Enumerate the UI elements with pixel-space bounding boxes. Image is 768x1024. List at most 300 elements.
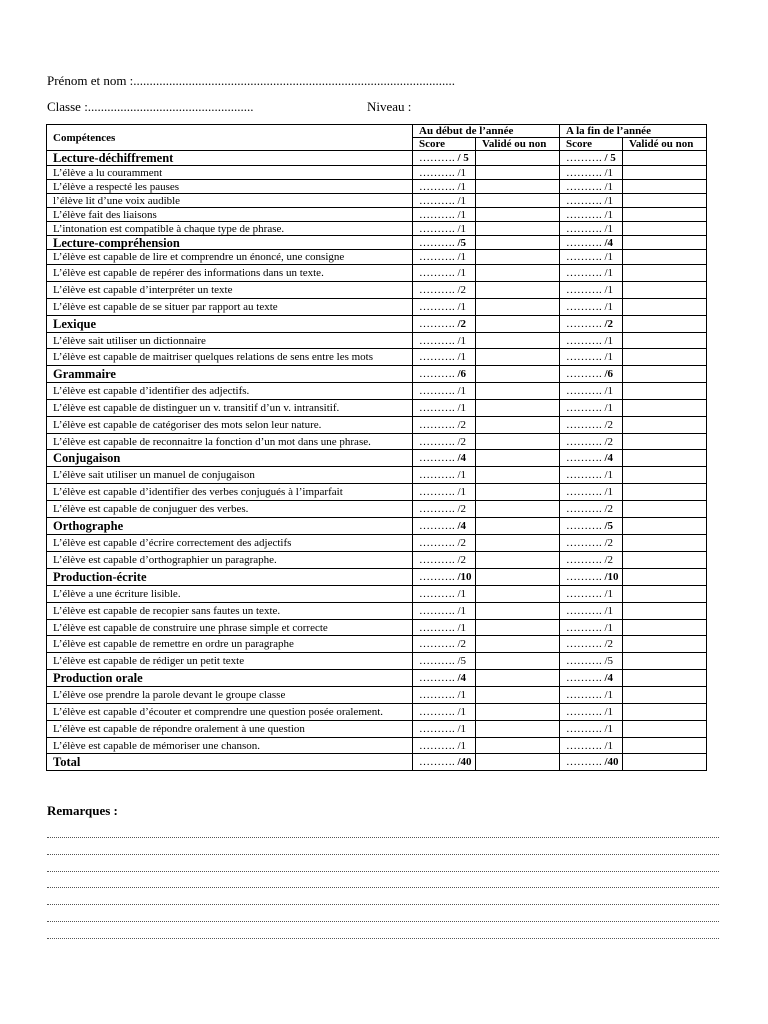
competence-label: l’élève lit d’une voix audible bbox=[47, 194, 413, 208]
score-dots: ………. bbox=[419, 503, 455, 515]
valide-debut-cell[interactable] bbox=[476, 484, 560, 501]
score-fin[interactable] bbox=[560, 208, 623, 222]
valide-fin-cell[interactable] bbox=[623, 299, 707, 316]
score-debut[interactable] bbox=[413, 282, 476, 299]
score-fin[interactable] bbox=[560, 299, 623, 316]
valide-fin-cell[interactable] bbox=[623, 754, 707, 771]
valide-debut-cell[interactable] bbox=[476, 349, 560, 366]
score-debut[interactable] bbox=[413, 721, 476, 738]
valide-debut-cell[interactable] bbox=[476, 535, 560, 552]
competence-label: L’élève est capable d’écouter et comprendre une question posée oralement. bbox=[47, 704, 413, 721]
score-max-fin: /1 bbox=[604, 284, 614, 296]
score-debut[interactable] bbox=[413, 208, 476, 222]
table-row bbox=[47, 434, 707, 450]
score-dots: ………. bbox=[419, 537, 455, 549]
score-dots: ………. bbox=[566, 251, 602, 263]
table-row bbox=[47, 552, 707, 569]
score-max-debut: /10 bbox=[457, 571, 472, 583]
score-debut[interactable] bbox=[413, 383, 476, 400]
subheader-valide-debut: Validé ou non bbox=[476, 138, 560, 151]
valide-debut-cell[interactable] bbox=[476, 333, 560, 349]
score-debut[interactable] bbox=[413, 316, 476, 333]
score-max-fin: /1 bbox=[604, 706, 614, 718]
table-row bbox=[47, 166, 707, 180]
score-max-debut: /1 bbox=[457, 385, 467, 397]
score-dots: ………. bbox=[566, 605, 602, 617]
section-row bbox=[47, 670, 707, 687]
score-max-fin: /2 bbox=[604, 435, 614, 448]
section-row bbox=[47, 450, 707, 467]
valide-debut-cell[interactable] bbox=[476, 434, 560, 450]
score-max-debut: /1 bbox=[457, 180, 467, 193]
valide-debut-cell[interactable] bbox=[476, 552, 560, 569]
competence-label: L’élève est capable de lire et comprendre un énoncé, une consigne bbox=[47, 250, 413, 265]
score-debut[interactable] bbox=[413, 366, 476, 383]
valide-fin-cell[interactable] bbox=[623, 166, 707, 180]
remark-line[interactable] bbox=[47, 921, 719, 922]
name-field-line: Prénom et nom :................................................................................................... bbox=[47, 73, 456, 88]
table-row bbox=[47, 704, 707, 721]
score-dots: ………. bbox=[566, 152, 602, 164]
remark-line[interactable] bbox=[47, 871, 719, 872]
score-max-debut: /1 bbox=[457, 486, 467, 498]
competence-label: L’élève sait utiliser un manuel de conjugaison bbox=[47, 467, 413, 484]
table-row bbox=[47, 738, 707, 754]
score-debut[interactable] bbox=[413, 450, 476, 467]
score-dots: ………. bbox=[566, 194, 602, 207]
score-max-debut: /2 bbox=[457, 435, 467, 448]
score-debut[interactable] bbox=[413, 586, 476, 603]
score-fin[interactable] bbox=[560, 653, 623, 670]
score-dots: ………. bbox=[566, 689, 602, 701]
valide-fin-cell[interactable] bbox=[623, 653, 707, 670]
score-max-fin: /2 bbox=[604, 503, 614, 515]
valide-fin-cell[interactable] bbox=[623, 738, 707, 754]
score-fin[interactable] bbox=[560, 687, 623, 704]
section-row bbox=[47, 569, 707, 586]
score-dots: ………. bbox=[566, 486, 602, 498]
score-dots: ………. bbox=[566, 435, 602, 448]
valide-debut-cell[interactable] bbox=[476, 636, 560, 653]
table-row bbox=[47, 194, 707, 208]
score-dots: ………. bbox=[566, 588, 602, 600]
valide-fin-cell[interactable] bbox=[623, 236, 707, 250]
valide-debut-cell[interactable] bbox=[476, 208, 560, 222]
valide-debut-cell[interactable] bbox=[476, 670, 560, 687]
valide-fin-cell[interactable] bbox=[623, 180, 707, 194]
remark-line[interactable] bbox=[47, 938, 719, 939]
score-fin[interactable] bbox=[560, 552, 623, 569]
score-debut[interactable] bbox=[413, 569, 476, 586]
score-debut[interactable] bbox=[413, 738, 476, 754]
score-max-debut: /1 bbox=[457, 334, 467, 347]
valide-debut-cell[interactable] bbox=[476, 299, 560, 316]
score-fin[interactable] bbox=[560, 349, 623, 366]
score-fin[interactable] bbox=[560, 366, 623, 383]
competence-label: L’élève est capable d’écrire correctement des adjectifs bbox=[47, 535, 413, 552]
section-label: Grammaire bbox=[47, 366, 413, 383]
score-max-fin: /4 bbox=[604, 236, 614, 249]
valide-debut-cell[interactable] bbox=[476, 620, 560, 636]
valide-debut-cell[interactable] bbox=[476, 316, 560, 333]
table-row bbox=[47, 400, 707, 417]
score-dots: ………. bbox=[419, 194, 455, 207]
score-dots: ………. bbox=[419, 267, 455, 279]
section-label: Total bbox=[47, 754, 413, 771]
score-debut[interactable] bbox=[413, 151, 476, 166]
valide-fin-cell[interactable] bbox=[623, 535, 707, 552]
score-dots: ………. bbox=[566, 419, 602, 431]
score-fin[interactable] bbox=[560, 586, 623, 603]
section-row bbox=[47, 518, 707, 535]
score-fin[interactable] bbox=[560, 636, 623, 653]
valide-fin-cell[interactable] bbox=[623, 603, 707, 620]
score-max-fin: /2 bbox=[604, 419, 614, 431]
valide-debut-cell[interactable] bbox=[476, 265, 560, 282]
valide-debut-cell[interactable] bbox=[476, 586, 560, 603]
valide-fin-cell[interactable] bbox=[623, 501, 707, 518]
valide-debut-cell[interactable] bbox=[476, 687, 560, 704]
score-fin[interactable] bbox=[560, 282, 623, 299]
score-max-fin: / 5 bbox=[604, 152, 616, 164]
score-dots: ………. bbox=[419, 166, 455, 179]
score-max-fin: /40 bbox=[604, 756, 619, 768]
score-fin[interactable] bbox=[560, 738, 623, 754]
score-max-fin: /1 bbox=[604, 621, 614, 634]
table-row bbox=[47, 687, 707, 704]
table-row bbox=[47, 535, 707, 552]
score-debut[interactable] bbox=[413, 484, 476, 501]
score-max-fin: /5 bbox=[604, 655, 614, 667]
table-row bbox=[47, 265, 707, 282]
competence-label: L’élève est capable de rédiger un petit texte bbox=[47, 653, 413, 670]
valide-fin-cell[interactable] bbox=[623, 636, 707, 653]
score-fin[interactable] bbox=[560, 620, 623, 636]
score-fin[interactable] bbox=[560, 236, 623, 250]
score-dots: ………. bbox=[419, 402, 455, 414]
score-dots: ………. bbox=[419, 351, 455, 363]
score-dots: ………. bbox=[566, 469, 602, 481]
valide-fin-cell[interactable] bbox=[623, 194, 707, 208]
competence-label: L’élève a lu couramment bbox=[47, 166, 413, 180]
valide-fin-cell[interactable] bbox=[623, 687, 707, 704]
valide-debut-cell[interactable] bbox=[476, 166, 560, 180]
score-dots: ………. bbox=[419, 756, 455, 768]
valide-fin-cell[interactable] bbox=[623, 450, 707, 467]
score-fin[interactable] bbox=[560, 333, 623, 349]
score-debut[interactable] bbox=[413, 180, 476, 194]
score-debut[interactable] bbox=[413, 501, 476, 518]
score-debut[interactable] bbox=[413, 166, 476, 180]
valide-fin-cell[interactable] bbox=[623, 366, 707, 383]
valide-debut-cell[interactable] bbox=[476, 467, 560, 484]
valide-fin-cell[interactable] bbox=[623, 333, 707, 349]
score-max-fin: /4 bbox=[604, 452, 614, 464]
valide-fin-cell[interactable] bbox=[623, 620, 707, 636]
score-dots: ………. bbox=[566, 166, 602, 179]
table-row bbox=[47, 222, 707, 236]
score-fin[interactable] bbox=[560, 316, 623, 333]
valide-debut-cell[interactable] bbox=[476, 653, 560, 670]
score-debut[interactable] bbox=[413, 754, 476, 771]
score-max-debut: /1 bbox=[457, 706, 467, 718]
score-debut[interactable] bbox=[413, 349, 476, 366]
score-fin[interactable] bbox=[560, 265, 623, 282]
valide-debut-cell[interactable] bbox=[476, 417, 560, 434]
score-debut[interactable] bbox=[413, 552, 476, 569]
valide-debut-cell[interactable] bbox=[476, 569, 560, 586]
score-max-debut: /1 bbox=[457, 267, 467, 279]
subheader-score-fin: Score bbox=[560, 138, 623, 151]
score-debut[interactable] bbox=[413, 236, 476, 250]
score-debut[interactable] bbox=[413, 636, 476, 653]
score-fin[interactable] bbox=[560, 467, 623, 484]
valide-fin-cell[interactable] bbox=[623, 670, 707, 687]
valide-debut-cell[interactable] bbox=[476, 236, 560, 250]
competence-label: L’élève est capable de catégoriser des mots selon leur nature. bbox=[47, 417, 413, 434]
score-dots: ………. bbox=[566, 655, 602, 667]
table-row bbox=[47, 417, 707, 434]
valide-fin-cell[interactable] bbox=[623, 208, 707, 222]
score-dots: ………. bbox=[419, 251, 455, 263]
section-row bbox=[47, 151, 707, 166]
valide-debut-cell[interactable] bbox=[476, 754, 560, 771]
score-max-debut: /1 bbox=[457, 588, 467, 600]
score-dots: ………. bbox=[566, 267, 602, 279]
section-label: Production-écrite bbox=[47, 569, 413, 586]
valide-fin-cell[interactable] bbox=[623, 434, 707, 450]
valide-debut-cell[interactable] bbox=[476, 180, 560, 194]
score-fin[interactable] bbox=[560, 166, 623, 180]
score-fin[interactable] bbox=[560, 450, 623, 467]
valide-fin-cell[interactable] bbox=[623, 250, 707, 265]
remark-line[interactable] bbox=[47, 837, 719, 838]
valide-fin-cell[interactable] bbox=[623, 721, 707, 738]
valide-fin-cell[interactable] bbox=[623, 400, 707, 417]
score-debut[interactable] bbox=[413, 704, 476, 721]
header-fin-annee: A la fin de l’année bbox=[560, 125, 707, 138]
score-dots: ………. bbox=[419, 334, 455, 347]
score-max-debut: /4 bbox=[457, 452, 467, 464]
competence-label: L’élève est capable de recopier sans fautes un texte. bbox=[47, 603, 413, 620]
valide-fin-cell[interactable] bbox=[623, 316, 707, 333]
table-row bbox=[47, 467, 707, 484]
remark-line[interactable] bbox=[47, 854, 719, 855]
remarks-title: Remarques : bbox=[47, 803, 118, 818]
subheader-score-debut: Score bbox=[413, 138, 476, 151]
valide-debut-cell[interactable] bbox=[476, 383, 560, 400]
score-fin[interactable] bbox=[560, 484, 623, 501]
score-max-debut: /2 bbox=[457, 638, 467, 650]
score-max-debut: /6 bbox=[457, 368, 467, 380]
competence-label: L’élève ose prendre la parole devant le groupe classe bbox=[47, 687, 413, 704]
competence-label: L’élève est capable d’orthographier un paragraphe. bbox=[47, 552, 413, 569]
score-dots: ………. bbox=[419, 419, 455, 431]
valide-fin-cell[interactable] bbox=[623, 467, 707, 484]
score-fin[interactable] bbox=[560, 704, 623, 721]
valide-fin-cell[interactable] bbox=[623, 282, 707, 299]
table-row bbox=[47, 333, 707, 349]
score-debut[interactable] bbox=[413, 670, 476, 687]
score-debut[interactable] bbox=[413, 620, 476, 636]
valide-debut-cell[interactable] bbox=[476, 222, 560, 236]
score-debut[interactable] bbox=[413, 434, 476, 450]
competence-label: L’élève est capable de conjuguer des verbes. bbox=[47, 501, 413, 518]
score-dots: ………. bbox=[419, 385, 455, 397]
valide-debut-cell[interactable] bbox=[476, 151, 560, 166]
table-row bbox=[47, 383, 707, 400]
table-row bbox=[47, 586, 707, 603]
table-row bbox=[47, 653, 707, 670]
table-row bbox=[47, 180, 707, 194]
valide-debut-cell[interactable] bbox=[476, 450, 560, 467]
score-max-fin: /1 bbox=[604, 351, 614, 363]
score-debut[interactable] bbox=[413, 265, 476, 282]
score-max-debut: /1 bbox=[457, 194, 467, 207]
valide-fin-cell[interactable] bbox=[623, 586, 707, 603]
score-max-fin: /1 bbox=[604, 689, 614, 701]
competence-label: L’élève est capable d’identifier des verbes conjugués à l’imparfait bbox=[47, 484, 413, 501]
score-dots: ………. bbox=[419, 469, 455, 481]
score-debut[interactable] bbox=[413, 400, 476, 417]
score-debut[interactable] bbox=[413, 194, 476, 208]
score-debut[interactable] bbox=[413, 222, 476, 236]
valide-debut-cell[interactable] bbox=[476, 282, 560, 299]
score-fin[interactable] bbox=[560, 194, 623, 208]
table-row bbox=[47, 484, 707, 501]
score-dots: ………. bbox=[419, 301, 455, 313]
score-debut[interactable] bbox=[413, 535, 476, 552]
score-fin[interactable] bbox=[560, 518, 623, 535]
score-debut[interactable] bbox=[413, 603, 476, 620]
score-dots: ………. bbox=[566, 554, 602, 566]
score-dots: ………. bbox=[566, 318, 602, 330]
score-debut[interactable] bbox=[413, 417, 476, 434]
score-max-debut: /1 bbox=[457, 301, 467, 313]
score-debut[interactable] bbox=[413, 518, 476, 535]
score-fin[interactable] bbox=[560, 754, 623, 771]
score-dots: ………. bbox=[419, 621, 455, 634]
score-max-fin: /1 bbox=[604, 180, 614, 193]
score-max-fin: /1 bbox=[604, 194, 614, 207]
score-max-fin: /1 bbox=[604, 208, 614, 221]
score-fin[interactable] bbox=[560, 721, 623, 738]
score-fin[interactable] bbox=[560, 383, 623, 400]
score-max-debut: /5 bbox=[457, 236, 467, 249]
score-fin[interactable] bbox=[560, 501, 623, 518]
score-max-fin: /1 bbox=[604, 739, 614, 752]
score-fin[interactable] bbox=[560, 222, 623, 236]
table-row bbox=[47, 208, 707, 222]
valide-debut-cell[interactable] bbox=[476, 366, 560, 383]
score-max-fin: /2 bbox=[604, 537, 614, 549]
section-label: Production orale bbox=[47, 670, 413, 687]
score-max-fin: /1 bbox=[604, 402, 614, 414]
score-dots: ………. bbox=[566, 571, 602, 583]
score-dots: ………. bbox=[566, 236, 602, 249]
valide-debut-cell[interactable] bbox=[476, 400, 560, 417]
competence-label: L’élève fait des liaisons bbox=[47, 208, 413, 222]
remark-line[interactable] bbox=[47, 904, 719, 905]
score-fin[interactable] bbox=[560, 535, 623, 552]
score-dots: ………. bbox=[566, 520, 602, 532]
section-label: Lexique bbox=[47, 316, 413, 333]
competence-label: L’élève est capable de distinguer un v. transitif d’un v. intransitif. bbox=[47, 400, 413, 417]
valide-fin-cell[interactable] bbox=[623, 552, 707, 569]
score-fin[interactable] bbox=[560, 180, 623, 194]
valide-fin-cell[interactable] bbox=[623, 484, 707, 501]
valide-debut-cell[interactable] bbox=[476, 721, 560, 738]
score-max-debut: /1 bbox=[457, 739, 467, 752]
score-max-debut: /1 bbox=[457, 402, 467, 414]
valide-debut-cell[interactable] bbox=[476, 704, 560, 721]
score-max-debut: /2 bbox=[457, 318, 467, 330]
score-fin[interactable] bbox=[560, 434, 623, 450]
score-max-debut: /1 bbox=[457, 723, 467, 735]
section-label: Conjugaison bbox=[47, 450, 413, 467]
table-row bbox=[47, 250, 707, 265]
valide-fin-cell[interactable] bbox=[623, 151, 707, 166]
competence-label: L’élève est capable d’identifier des adjectifs. bbox=[47, 383, 413, 400]
score-max-fin: /1 bbox=[604, 267, 614, 279]
valide-fin-cell[interactable] bbox=[623, 417, 707, 434]
score-fin[interactable] bbox=[560, 670, 623, 687]
valide-debut-cell[interactable] bbox=[476, 738, 560, 754]
score-debut[interactable] bbox=[413, 653, 476, 670]
score-max-debut: /4 bbox=[457, 520, 467, 532]
valide-fin-cell[interactable] bbox=[623, 349, 707, 366]
valide-debut-cell[interactable] bbox=[476, 501, 560, 518]
score-debut[interactable] bbox=[413, 687, 476, 704]
valide-fin-cell[interactable] bbox=[623, 569, 707, 586]
section-row bbox=[47, 236, 707, 250]
score-debut[interactable] bbox=[413, 250, 476, 265]
competence-label: L’élève est capable de maitriser quelques relations de sens entre les mots bbox=[47, 349, 413, 366]
valide-fin-cell[interactable] bbox=[623, 265, 707, 282]
subheader-valide-fin: Validé ou non bbox=[623, 138, 707, 151]
valide-fin-cell[interactable] bbox=[623, 518, 707, 535]
remark-line[interactable] bbox=[47, 887, 719, 888]
score-fin[interactable] bbox=[560, 569, 623, 586]
score-dots: ………. bbox=[566, 402, 602, 414]
score-fin[interactable] bbox=[560, 250, 623, 265]
score-dots: ………. bbox=[419, 706, 455, 718]
valide-debut-cell[interactable] bbox=[476, 194, 560, 208]
score-dots: ………. bbox=[566, 739, 602, 752]
valide-fin-cell[interactable] bbox=[623, 383, 707, 400]
table-row bbox=[47, 721, 707, 738]
table-row bbox=[47, 349, 707, 366]
score-max-debut: /1 bbox=[457, 351, 467, 363]
score-max-fin: /1 bbox=[604, 334, 614, 347]
score-max-fin: /1 bbox=[604, 222, 614, 235]
valide-debut-cell[interactable] bbox=[476, 518, 560, 535]
valide-fin-cell[interactable] bbox=[623, 704, 707, 721]
score-dots: ………. bbox=[419, 739, 455, 752]
score-dots: ………. bbox=[566, 301, 602, 313]
score-debut[interactable] bbox=[413, 333, 476, 349]
score-debut[interactable] bbox=[413, 299, 476, 316]
score-fin[interactable] bbox=[560, 603, 623, 620]
valide-fin-cell[interactable] bbox=[623, 222, 707, 236]
valide-debut-cell[interactable] bbox=[476, 603, 560, 620]
score-debut[interactable] bbox=[413, 467, 476, 484]
score-fin[interactable] bbox=[560, 417, 623, 434]
score-dots: ………. bbox=[566, 351, 602, 363]
score-fin[interactable] bbox=[560, 151, 623, 166]
score-fin[interactable] bbox=[560, 400, 623, 417]
valide-debut-cell[interactable] bbox=[476, 250, 560, 265]
